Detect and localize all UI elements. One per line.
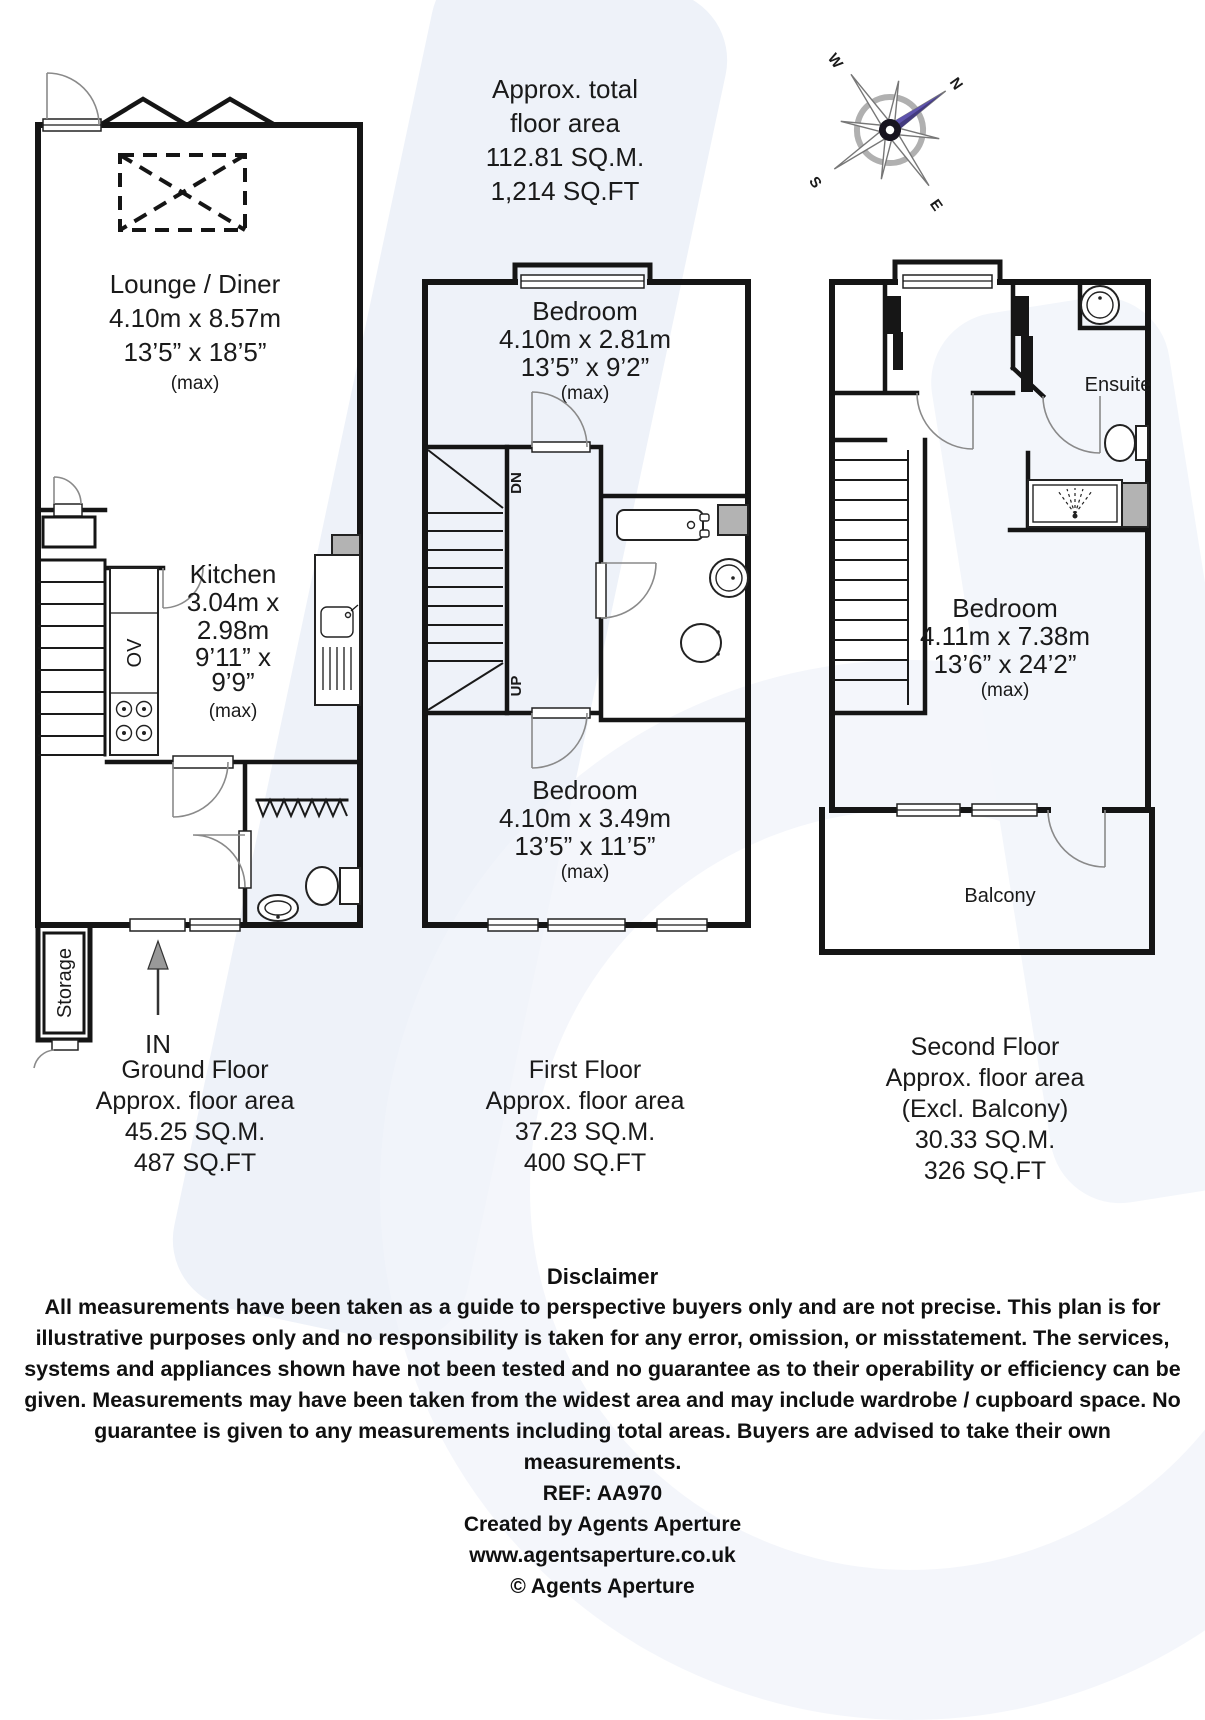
floor-line: Approx. floor area (885, 1064, 1085, 1092)
toilet-icon (681, 624, 721, 662)
room-dim-metric: 4.11m x 7.38m (919, 621, 1091, 651)
room-dim: 3.04m x (186, 587, 280, 617)
created-by: Created by Agents Aperture (463, 1513, 742, 1536)
wc-room (193, 800, 360, 921)
toilet-hinge (716, 630, 720, 634)
first-floor-area-label (460, 1055, 710, 1179)
storage-door-sill (52, 1040, 78, 1050)
stairs-treads (832, 450, 908, 705)
floor-line: 37.23 SQ.M. (514, 1118, 656, 1146)
basin-inner (716, 565, 742, 591)
front-door-arc (47, 73, 99, 125)
cistern-icon (1136, 426, 1148, 460)
appliance-grey (332, 535, 360, 555)
second-floor-area-label (855, 1032, 1115, 1187)
storage-door-arc (34, 1050, 54, 1068)
room-dim-imperial: 13’6” x 24’2” (933, 649, 1077, 679)
wardrobe-hooks-icon (257, 800, 347, 816)
hall-door-arc (173, 762, 228, 817)
first-floor-plan (415, 258, 760, 938)
bathroom (617, 505, 748, 662)
floor-line: 326 SQ.FT (923, 1157, 1047, 1185)
disclaimer-body: All measurements have been taken as a guide to perspective buyers only and are not precise. This plan is for illustrative purposes only and no responsibility is taken for any error, omission, or misstatement. The services, systems and appliances shown have not been tested and no guarantee as to their operability or efficiency can be given. Measurements may have been taken from the widest area and may include wardrobe / cupboard space. No guarantee is given to any measurements including total areas. Buyers are advised to take their own measurements. (24, 1295, 1181, 1474)
room-name: Bedroom (532, 775, 638, 805)
bath-tap (700, 530, 709, 537)
total-area-line: Approx. total (492, 74, 638, 104)
basin-drain (1098, 296, 1102, 300)
entrance-arrow-icon (145, 941, 171, 1059)
wc-door-arc (193, 835, 245, 887)
void-dashed-box (120, 155, 245, 230)
stairs-treads (428, 450, 503, 710)
room-name: Kitchen (189, 559, 277, 589)
room-dim: 9’11” x (194, 642, 272, 672)
compass-n: N (945, 74, 967, 94)
sink-tap-icon (346, 613, 351, 618)
bathroom-door-sill (596, 563, 606, 618)
room-dim: 2.98m (196, 615, 270, 645)
second-outer-walls (832, 282, 1148, 810)
stairs-treads (38, 582, 105, 755)
room-dim-metric: 4.10m x 3.49m (499, 803, 671, 833)
room-dim-imperial: 13’5” x 18’5” (123, 337, 267, 367)
floor-line: 400 SQ.FT (523, 1149, 647, 1177)
total-area-label (415, 72, 715, 208)
stairs-enclosure (38, 560, 105, 755)
entrance-label: IN (145, 1029, 171, 1059)
reference-number: REF: AA970 (542, 1482, 663, 1505)
ensuite-door-arc (1043, 396, 1100, 453)
balcony-door-arc (1048, 810, 1105, 867)
floor-title: Second Floor (910, 1033, 1060, 1061)
floor-line: (Excl. Balcony) (901, 1095, 1069, 1123)
appliance-grey (1122, 483, 1148, 527)
toilet-hinge (716, 652, 720, 656)
compass-rose-icon (795, 35, 985, 220)
sink-bowl-icon (321, 607, 353, 637)
copyright: © Agents Aperture (510, 1575, 695, 1598)
floor-title: First Floor (528, 1056, 642, 1084)
toilet-icon (306, 867, 338, 905)
compass-e: E (926, 196, 946, 215)
ground-outer-walls (38, 125, 360, 925)
sink-unit (315, 535, 360, 705)
toilet-icon (1105, 425, 1135, 461)
room-name: Bedroom (952, 593, 1058, 623)
room-name: Lounge / Diner (109, 269, 281, 299)
shower-head (1073, 514, 1078, 519)
room-dim-imperial: 13’5” x 9’2” (520, 352, 650, 382)
oven-label: OV (124, 638, 146, 668)
basin-inner (265, 901, 291, 915)
storage-label: Storage (54, 947, 76, 1019)
room-dim: 9’9” (211, 667, 255, 697)
total-area-line: 1,214 SQ.FT (490, 176, 640, 206)
floor-line: 45.25 SQ.M. (124, 1118, 266, 1146)
compass-s: S (805, 173, 825, 192)
first-stairs (428, 450, 525, 710)
bath-tap (700, 514, 709, 521)
basin-drain (731, 576, 735, 580)
side-door-arc (54, 477, 81, 504)
room-max: (max) (560, 383, 610, 404)
floor-line: 487 SQ.FT (133, 1149, 257, 1177)
entrance-door-sill (130, 919, 185, 931)
bedroom-front-door-sill (532, 442, 590, 452)
ensuite-room (1028, 286, 1151, 527)
bedroom-back-label (499, 775, 671, 883)
website-link: www.agentsaperture.co.uk (469, 1544, 736, 1567)
bath-drain (688, 522, 695, 529)
basin-drain (276, 915, 280, 919)
room-dim-metric: 4.10m x 2.81m (499, 324, 671, 354)
first-interior-walls (425, 447, 748, 720)
floor-line: 30.33 SQ.M. (914, 1126, 1056, 1154)
room-dim-metric: 4.10m x 8.57m (109, 303, 281, 333)
total-area-line: floor area (510, 108, 620, 138)
second-bedroom-label (920, 593, 1090, 701)
ensuite-label: Ensuite (1084, 374, 1152, 396)
floor-line: Approx. floor area (485, 1087, 685, 1115)
ground-floor-area-label (70, 1055, 320, 1179)
kitchen-label (187, 559, 280, 722)
bifold-door-symbol (100, 99, 275, 125)
compass-w: W (823, 50, 847, 72)
room-max: (max) (208, 701, 258, 722)
balcony-walls (822, 810, 1152, 952)
room-max: (max) (980, 680, 1030, 701)
second-floor-plan (815, 250, 1160, 960)
room-max: (max) (170, 373, 220, 394)
room-dim-imperial: 13’5” x 11’5” (514, 831, 656, 861)
disclaimer-title: Disclaimer (546, 1264, 659, 1289)
cupboard (43, 517, 95, 547)
cistern-icon (340, 868, 360, 904)
appliance-grey (718, 505, 748, 535)
basin-inner (1087, 292, 1113, 318)
lounge-label (109, 269, 281, 394)
bathroom-door-arc (601, 563, 656, 618)
ground-floor-plan (30, 65, 375, 1060)
oven-unit (110, 568, 158, 755)
stairs-up-label: UP (508, 675, 525, 697)
total-area-line: 112.81 SQ.M. (485, 142, 645, 172)
floor-title: Ground Floor (121, 1056, 269, 1084)
bedroom-back-door-arc (532, 713, 587, 768)
disclaimer-block (15, 1262, 1190, 1602)
bedroom-back-door-sill (532, 708, 590, 718)
stairs-down-label: DN (508, 472, 525, 494)
side-door-sill (54, 504, 82, 516)
room-name: Bedroom (532, 296, 638, 326)
bedroom-front-label (499, 296, 671, 404)
balcony-label: Balcony (964, 885, 1036, 907)
hall-door-sill (173, 756, 233, 768)
floor-line: Approx. floor area (95, 1087, 295, 1115)
room-max: (max) (560, 862, 610, 883)
